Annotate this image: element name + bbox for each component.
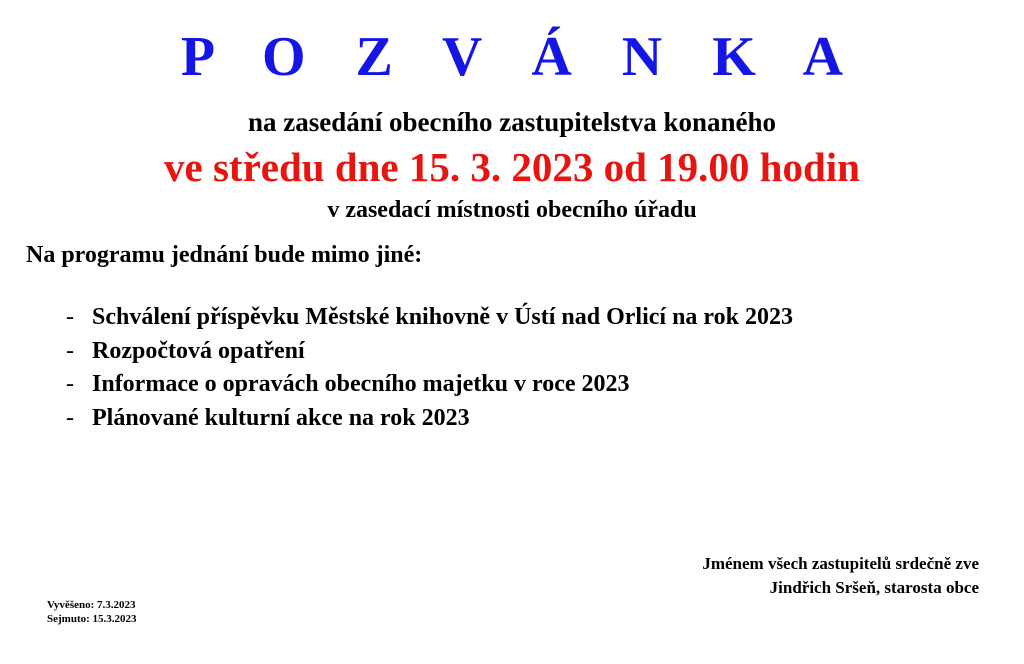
dash-bullet: - bbox=[66, 304, 74, 330]
list-item bbox=[66, 367, 793, 401]
posted-date: Vyvěšeno: 7.3.2023 bbox=[47, 599, 136, 611]
agenda-item-text: Informace o opravách obecního majetku v roce 2023 bbox=[92, 371, 630, 397]
list-item bbox=[66, 300, 793, 334]
page-title: P O Z V Á N K A bbox=[180, 26, 862, 88]
meeting-date: ve středu dne 15. 3. 2023 od 19.00 hodin bbox=[164, 144, 860, 190]
agenda-item-text: Plánované kulturní akce na rok 2023 bbox=[92, 404, 470, 431]
removed-date: Sejmuto: 15.3.2023 bbox=[47, 613, 137, 625]
posting-dates bbox=[47, 598, 137, 626]
meeting-subtitle: na zasedání obecního zastupitelstva konaného bbox=[247, 107, 777, 137]
agenda-list bbox=[66, 300, 793, 434]
dash-bullet: - bbox=[66, 404, 74, 431]
signature-block bbox=[702, 552, 979, 600]
signature-name-line: Jindřich Sršeň, starosta obce bbox=[769, 578, 979, 597]
dash-bullet: - bbox=[66, 371, 74, 397]
agenda-item-text: Rozpočtová opatření bbox=[92, 337, 305, 364]
agenda-heading: Na programu jednání bude mimo jiné: bbox=[26, 242, 423, 268]
list-item bbox=[66, 401, 793, 435]
meeting-location: v zasedací místnosti obecního úřadu bbox=[327, 197, 697, 223]
dash-bullet: - bbox=[66, 337, 74, 364]
signature-invite-line: Jménem všech zastupitelů srdečně zve bbox=[702, 554, 979, 573]
list-item bbox=[66, 334, 793, 368]
agenda-item-text: Schválení příspěvku Městské knihovně v Ústí nad Orlicí na rok 2023 bbox=[92, 304, 793, 330]
